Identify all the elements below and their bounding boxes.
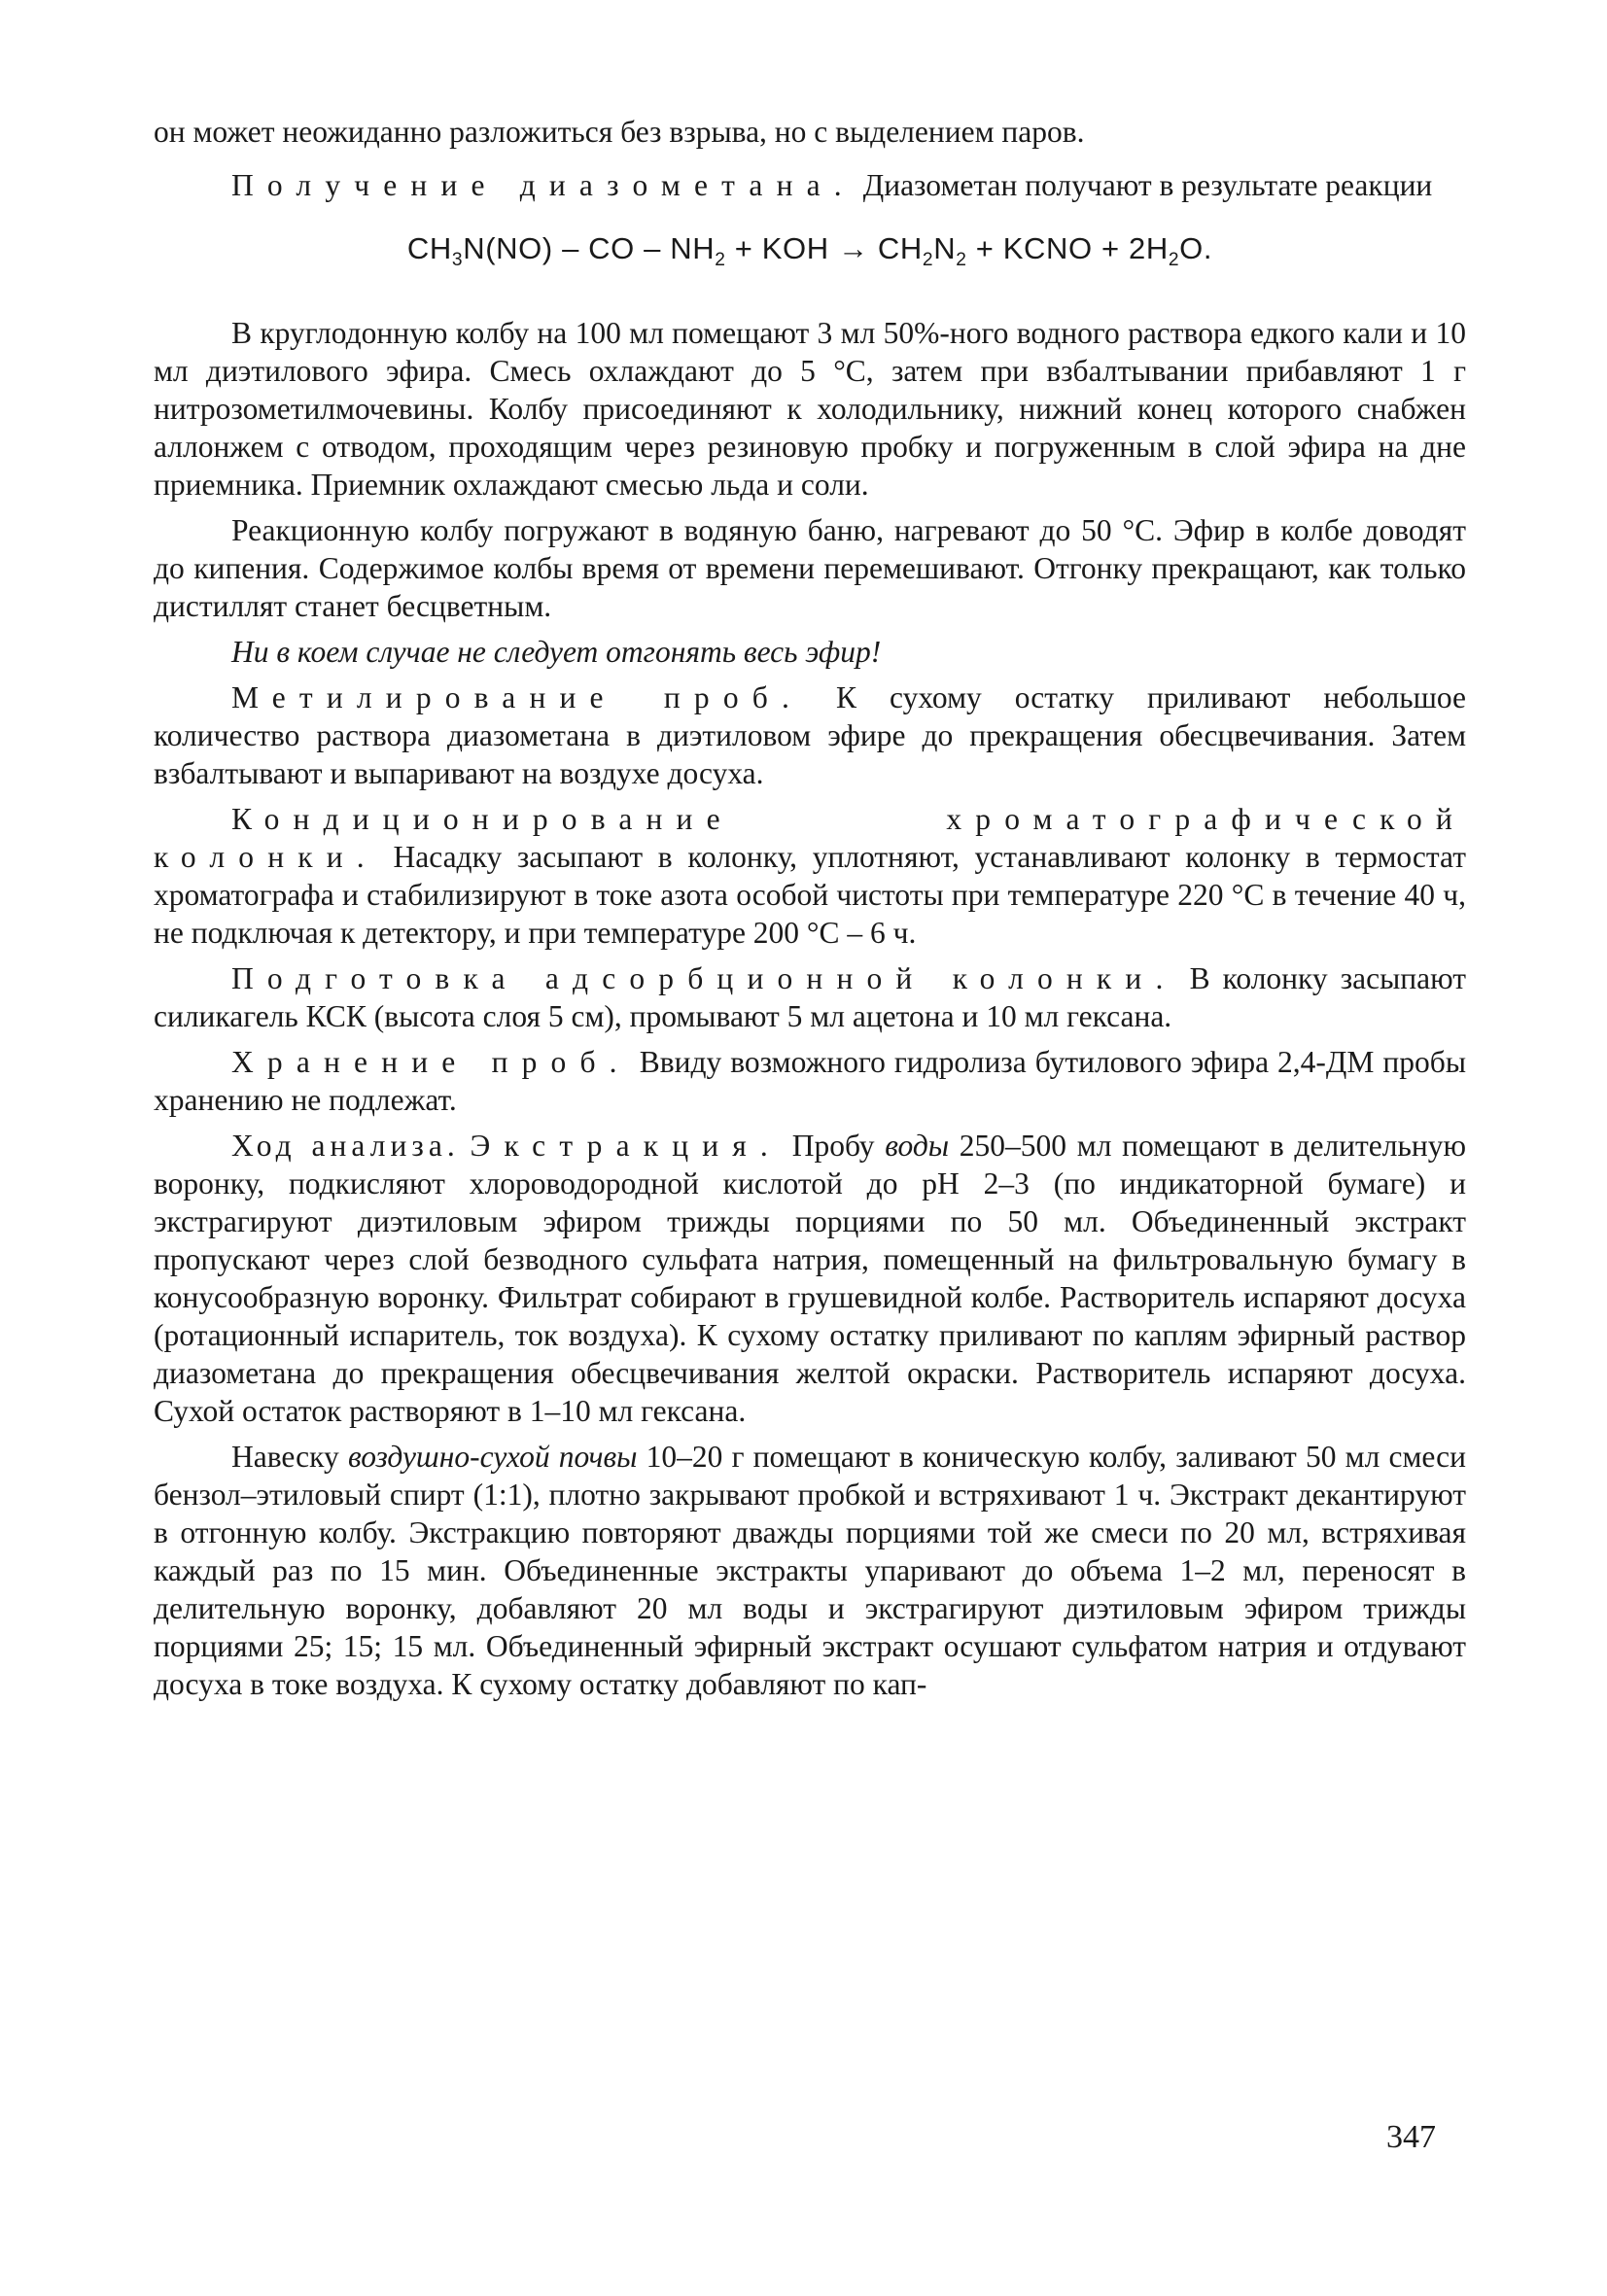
- paragraph-analysis-extraction: Ход анализа. Экстракция. Пробу воды 250–500 мл помещают в делительную воронку, подкисляют хлороводородной кислотой до pH 2–3 (по индикаторной бумаге) и экстрагируют диэтиловым эфиром трижды порциями по 50 мл. Объединенный экстракт пропускают через слой безводного сульфата натрия, помещенный на фильтровальную бумагу в конусообразную воронку. Фильтрат собирают в грушевидной колбе. Растворитель испаряют досуха (ротационный испаритель, ток воздуха). К сухому остатку приливают по каплям эфирный раствор диазометана до прекращения обесцвечивания желтой окраски. Растворитель испаряют досуха. Сухой остаток растворяют в 1–10 мл гексана.: [154, 1129, 1467, 1429]
- reaction-arrow: →: [838, 231, 869, 265]
- page-number: 347: [1386, 2119, 1436, 2155]
- paragraph-continuation: он может неожиданно разложиться без взрыва, но с выделением паров.: [154, 115, 1085, 149]
- paragraph-column-conditioning: Кондиционирование хроматографической колонки. Насадку засыпают в колонку, уплотняют, устанавливают колонку в термостат хроматографа и стабилизируют в токе азота особой чистоты при температуре 220 °С в течение 40 ч, не подключая к детектору, и при температуре 200 °С – 6 ч.: [154, 802, 1466, 951]
- paragraph-soil-sample: Навеску воздушно-сухой почвы 10–20 г помещают в коническую колбу, заливают 50 мл смеси бензол–этиловый спирт (1:1), плотно закрывают пробкой и встряхивают 1 ч. Экстракт декантируют в отгонную колбу. Экстракцию повторяют дважды порциями той же смеси по 20 мл, встряхивая каждый раз по 15 мин. Объединенные экстракты упаривают до объема 1–2 мл, переносят в делительную воронку, добавляют 20 мл воды и экстрагируют диэтиловым эфиром трижды порциями 25; 15; 15 мл. Объединенный эфирный экстракт осушают сульфатом натрия и отдувают досуха в токе воздуха. К сухому остатку добавляют по кап-: [154, 1440, 1466, 1702]
- section-heading-diazomethane: Получение диазометана.: [231, 168, 856, 202]
- paragraph-distillation: Реакционную колбу погружают в водяную баню, нагревают до 50 °С. Эфир в колбе доводят до кипения. Содержимое колбы время от времени перемешивают. Отгонку прекращают, как только дистиллят станет бесцветным.: [154, 513, 1466, 624]
- section-heading-adsorption: Подготовка адсорбционной колонки.: [231, 961, 1177, 996]
- paragraph-methylation: Метилирование проб. К сухому остатку приливают небольшое количество раствора диазометана в диэтиловом эфире до прекращения обесцвечивания. Затем взбалтывают и выпаривают на воздухе досуха.: [154, 680, 1467, 791]
- section-heading-analysis: Ход анализа.: [231, 1129, 460, 1164]
- body-text: [154, 113, 1466, 1711]
- emphasis-soil: воздушно-сухой почвы: [347, 1440, 638, 1475]
- subsection-heading-extraction: Экстракция.: [470, 1129, 782, 1164]
- section-heading-conditioning: Кондиционирование хроматографической колонки.: [154, 802, 1466, 875]
- reaction-equation: $CH_3N(NO)$ – CO – $NH_2$ + KOH → $CH_2N_2$ + KCNO + $2H_2O$.: [406, 231, 1213, 271]
- section-heading-storage: Хранение проб.: [231, 1045, 631, 1080]
- paragraph-flask-setup: В круглодонную колбу на 100 мл помещают 3 мл 50%-ного водного раствора едкого кали и 10 мл диэтилового эфира. Смесь охлаждают до 5 °С, затем при взбалтывании прибавляют 1 г нитрозометилмочевины. Колбу присоединяют к холодильнику, нижний конец которого снабжен аллонжем с отводом, проходящим через резиновую пробку и погруженным в слой эфира на дне приемника. Приемник охлаждают смесью льда и соли.: [154, 316, 1466, 503]
- paragraph-adsorption-column: Подготовка адсорбционной колонки. В колонку засыпают силикагель КСК (высота слоя 5 см), промывают 5 мл ацетона и 10 мл гексана.: [154, 961, 1466, 1034]
- warning-text: Ни в коем случае не следует отгонять весь эфир!: [231, 635, 882, 670]
- section-heading-methylation: Метилирование проб.: [231, 680, 804, 715]
- paragraph-warning: [154, 633, 1466, 671]
- paragraph-diazomethane-preparation: Получение диазометана. Диазометан получают в результате реакции: [231, 168, 1433, 202]
- paragraph-sample-storage: Хранение проб. Ввиду возможного гидролиза бутилового эфира 2,4-ДМ пробы хранению не подлежат.: [154, 1045, 1466, 1118]
- emphasis-water: воды: [885, 1129, 950, 1164]
